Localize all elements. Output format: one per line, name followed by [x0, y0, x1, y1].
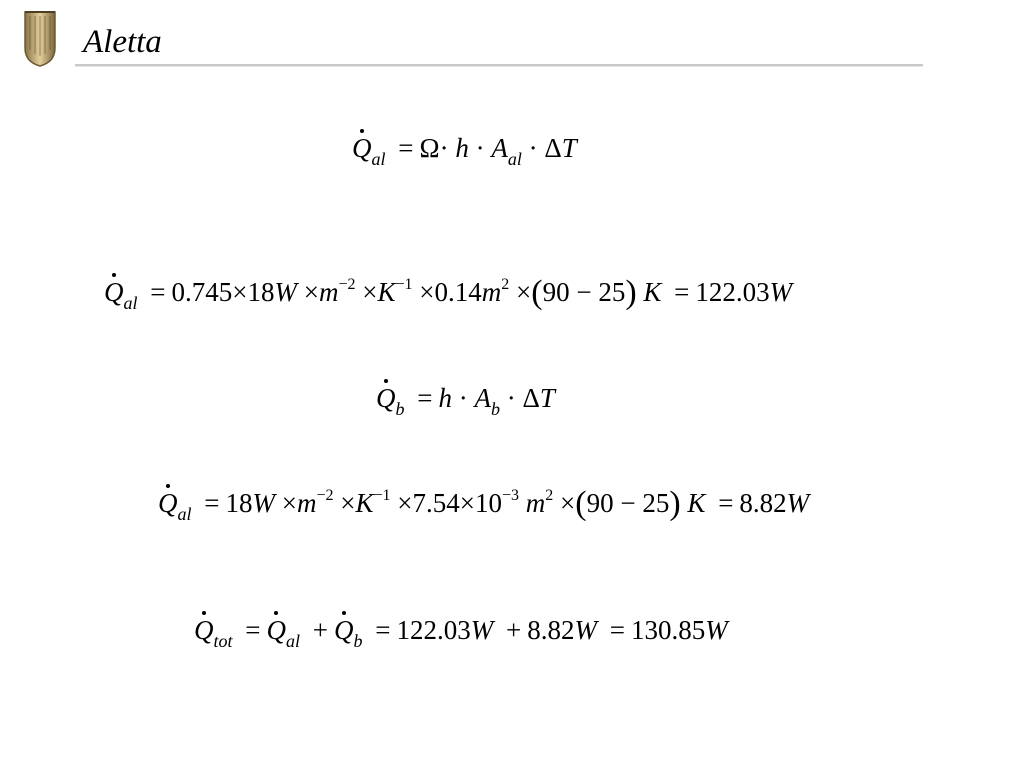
emblem-icon [20, 8, 60, 68]
result-value: 122.03 [695, 277, 770, 307]
result-value: 130.85 [630, 615, 706, 645]
number: 90 [586, 488, 614, 518]
number: 10 [475, 488, 503, 518]
operator: + [312, 615, 328, 645]
unit: m [481, 277, 502, 307]
operator: = [204, 488, 220, 518]
title-divider [75, 64, 923, 67]
q-dot-symbol: Q [267, 612, 287, 648]
subscript: al [371, 149, 386, 169]
omega-symbol: Ω [419, 133, 440, 163]
subscript: b [490, 399, 500, 419]
paren: ( [575, 485, 587, 522]
equation-base-value [158, 485, 810, 524]
variable: T [539, 383, 555, 413]
delta-symbol: Δ [544, 133, 562, 163]
operator: × [303, 277, 319, 307]
equation-fin-heat [352, 130, 577, 169]
number: 0.14 [434, 277, 482, 307]
number: 90 [542, 277, 570, 307]
unit: K [687, 488, 706, 518]
operator: − [620, 488, 636, 518]
equation-fin-value [104, 274, 793, 313]
operator: − [576, 277, 592, 307]
q-dot-symbol: Q [334, 612, 354, 648]
q-dot-symbol: Q [104, 274, 124, 310]
unit: W [252, 488, 275, 518]
operator: · [528, 133, 538, 163]
delta-symbol: Δ [522, 383, 540, 413]
operator: + [505, 615, 522, 645]
exponent: −2 [316, 487, 334, 504]
equation-base-heat [376, 380, 555, 419]
operator: = [375, 615, 391, 645]
operator: = [674, 277, 690, 307]
exponent: −3 [502, 487, 520, 504]
exponent: −1 [373, 487, 391, 504]
variable: T [561, 133, 577, 163]
exponent: −2 [338, 276, 356, 293]
q-dot-symbol: Q [194, 612, 214, 648]
operator: × [340, 488, 356, 518]
q-dot-symbol: Q [376, 380, 396, 416]
operator: = [718, 488, 734, 518]
number: 8.82 [527, 615, 575, 645]
subscript: tot [213, 631, 233, 651]
number: 7.54 [412, 488, 460, 518]
number: 122.03 [396, 615, 471, 645]
exponent: 2 [545, 487, 554, 504]
unit: K [377, 277, 396, 307]
unit: K [643, 277, 662, 307]
variable: A [491, 133, 508, 163]
operator: = [150, 277, 166, 307]
unit: m [525, 488, 546, 518]
unit: W [769, 277, 793, 307]
operator: × [281, 488, 297, 518]
unit: K [355, 488, 374, 518]
operator: × [516, 277, 532, 307]
operator: = [245, 615, 261, 645]
number: 0.745 [171, 277, 233, 307]
unit: W [574, 615, 597, 645]
subscript: al [507, 149, 522, 169]
paren: ) [669, 485, 681, 522]
operator: × [560, 488, 576, 518]
operator: × [232, 277, 248, 307]
operator: · [475, 133, 485, 163]
number: 18 [225, 488, 253, 518]
number: 25 [598, 277, 626, 307]
number: 18 [247, 277, 275, 307]
exponent: 2 [501, 276, 510, 293]
unit: W [705, 615, 728, 645]
variable: h [455, 133, 469, 163]
q-dot-symbol: Q [352, 130, 372, 166]
subscript: al [177, 504, 192, 524]
exponent: −1 [395, 276, 413, 293]
slide-title: Aletta [83, 24, 162, 60]
unit: W [470, 615, 494, 645]
paren: ) [625, 274, 637, 311]
operator: = [398, 133, 414, 163]
subscript: al [286, 631, 301, 651]
variable: h [438, 383, 452, 413]
equation-total-heat [194, 612, 728, 651]
subscript: b [353, 631, 363, 651]
unit: W [786, 488, 810, 518]
unit: W [274, 277, 297, 307]
number: 25 [642, 488, 670, 518]
paren: ( [531, 274, 543, 311]
operator: · [506, 383, 516, 413]
operator: × [362, 277, 378, 307]
unit: m [296, 488, 317, 518]
variable: A [474, 383, 491, 413]
result-value: 8.82 [739, 488, 787, 518]
unit: m [318, 277, 339, 307]
subscript: b [395, 399, 405, 419]
operator: = [417, 383, 433, 413]
operator: × [397, 488, 413, 518]
subscript: al [123, 293, 138, 313]
operator: × [459, 488, 476, 518]
q-dot-symbol: Q [158, 485, 178, 521]
operator: · [458, 383, 468, 413]
operator: · [439, 133, 449, 163]
operator: = [609, 615, 625, 645]
operator: × [419, 277, 435, 307]
